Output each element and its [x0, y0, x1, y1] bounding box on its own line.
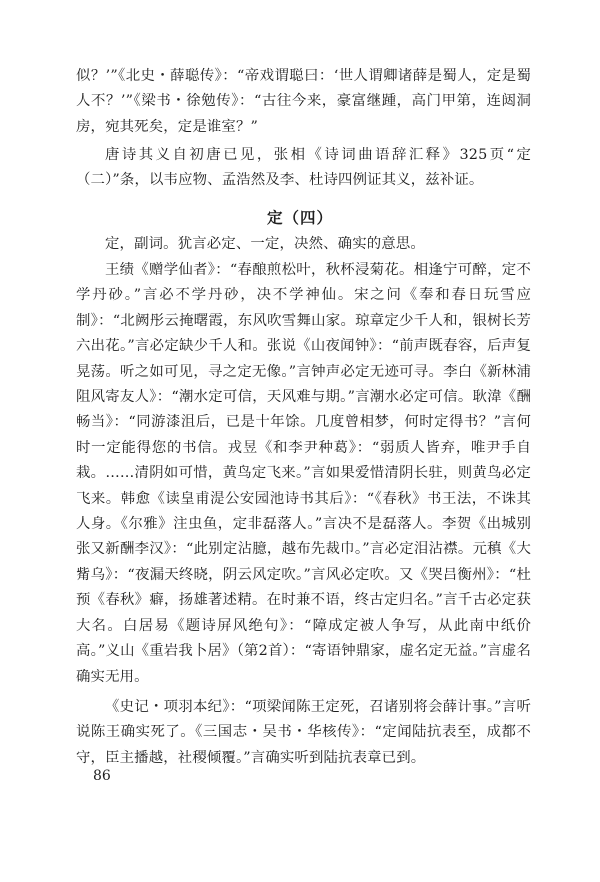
continued-paragraph: 似？’”《北史・薛聪传》：“帝戏谓聪曰：‘世人谓卿诸薛是蜀人，定是蜀人不？’”《梁书・徐勉传》：“古往今来，豪富继踵，高门甲第，连闼洞房，宛其死矣，定是谁室？” [76, 68, 531, 135]
tang-poetry-note-paragraph: 唐诗其义自初唐已见，张相《诗词曲语辞汇释》325页“定（二）”条，以韦应物、孟浩然及李、杜诗四例证其义，兹补证。 [76, 147, 531, 189]
poetry-examples-paragraph: 王绩《赠学仙者》：“春酿煎松叶，秋杯浸菊花。相逢宁可醉，定不学丹砂。”言必不学丹砂，决不学神仙。宋之问《奉和春日玩雪应制》：“北阙彤云掩曙霞，东风吹雪舞山家。琼章定少千人和，银树长芳六出花。”言必定缺少千人和。张说《山夜闻钟》：“前声既春容，后声复晃荡。听之如可见，寻之定无像。”言钟声必定无迹可寻。李白《新林浦阻风寄友人》：“潮水定可信，天风难与期。”言潮水必定可信。耿湋《酬畅当》：“同游漆沮后，已是十年馀。几度曾相梦，何时定得书？”言何时一定能得您的书信。戎昱《和李尹种葛》：“弱质人皆弃，唯尹手自栽。……清阴如可惜，黄鸟定飞来。”言如果爱惜清阴长驻，则黄鸟必定飞来。韩愈《读皇甫湜公安园池诗书其后》：“《春秋》书王法，不诛其人身。《尔雅》注虫鱼，定非磊落人。”言决不是磊落人。李贺《出城别张又新酬李汉》：“此别定沾臆，越布先裁巾。”言必定泪沾襟。元稹《大觜乌》：“夜漏天终晓，阴云风定吹。”言风必定吹。又《哭吕衡州》：“杜预《春秋》癖，扬雄著述精。在时兼不语，终古定归名。”言千古必定获大名。白居易《题诗屏风绝句》：“障成定被人争写，从此南中纸价高。”义山《重岩我卜居》（第2首）：“寄语钟鼎家，虚名定无益。”言虚名确实无用。 [76, 262, 531, 685]
section-title: 定（四） [266, 208, 333, 227]
definition-paragraph: 定，副词。犹言必定、一定，决然、确实的意思。 [105, 236, 425, 252]
page-number: 86 [93, 768, 111, 784]
history-examples-paragraph: 《史记・项羽本纪》：“项梁闻陈王定死，召诸别将会薛计事。”言听说陈王确实死了。《三国志・吴书・华核传》：“定闻陆抗表至，成都不守，臣主播越，社稷倾覆。”言确实听到陆抗表章已到。 [76, 699, 531, 766]
